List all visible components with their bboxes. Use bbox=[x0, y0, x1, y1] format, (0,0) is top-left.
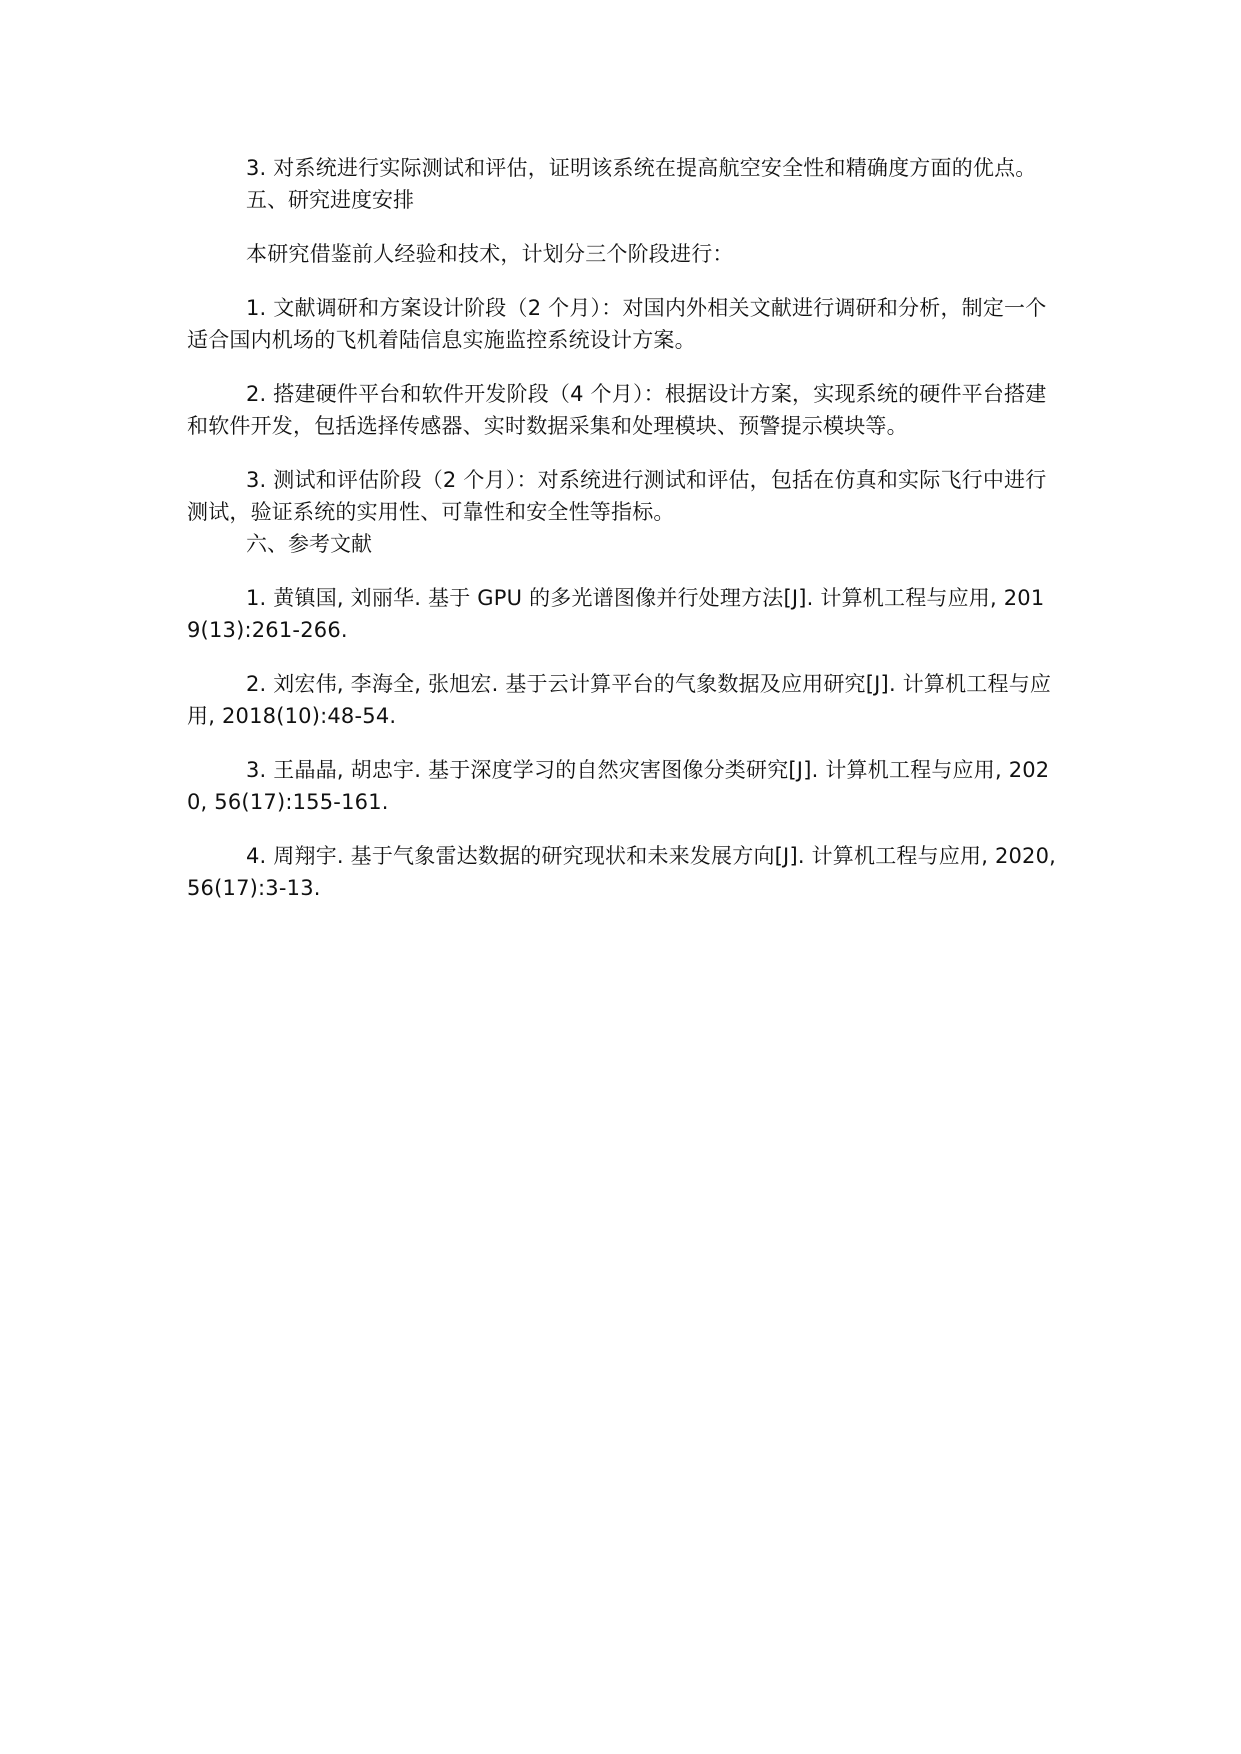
reference-item-4: 4. 周翔宇. 基于气象雷达数据的研究现状和未来发展方向[J]. 计算机工程与应用, 2020, 56(17):3-13. bbox=[187, 844, 1057, 900]
paragraph-item-3-goal: 3. 对系统进行实际测试和评估，证明该系统在提高航空安全性和精确度方面的优点。 bbox=[246, 156, 1037, 180]
section-heading-references: 六、参考文献 bbox=[246, 532, 372, 556]
paragraph-plan-intro: 本研究借鉴前人经验和技术，计划分三个阶段进行： bbox=[246, 242, 734, 266]
paragraph-phase-3: 3. 测试和评估阶段（2 个月）：对系统进行测试和评估，包括在仿真和实际飞行中进行测试，验证系统的实用性、可靠性和安全性等指标。 bbox=[187, 468, 1047, 524]
reference-item-1: 1. 黄镇国, 刘丽华. 基于 GPU 的多光谱图像并行处理方法[J]. 计算机工程与应用, 2019(13):261-266. bbox=[187, 586, 1045, 642]
paragraph-phase-2: 2. 搭建硬件平台和软件开发阶段（4 个月）：根据设计方案，实现系统的硬件平台搭建和软件开发，包括选择传感器、实时数据采集和处理模块、预警提示模块等。 bbox=[187, 382, 1047, 438]
document-body bbox=[187, 152, 1057, 904]
reference-item-3: 3. 王晶晶, 胡忠宇. 基于深度学习的自然灾害图像分类研究[J]. 计算机工程与应用, 2020, 56(17):155-161. bbox=[187, 758, 1050, 814]
section-heading-research-schedule: 五、研究进度安排 bbox=[246, 188, 414, 212]
reference-item-2: 2. 刘宏伟, 李海全, 张旭宏. 基于云计算平台的气象数据及应用研究[J]. 计算机工程与应用, 2018(10):48-54. bbox=[187, 672, 1052, 728]
paragraph-phase-1: 1. 文献调研和方案设计阶段（2 个月）：对国内外相关文献进行调研和分析，制定一个适合国内机场的飞机着陆信息实施监控系统设计方案。 bbox=[187, 296, 1047, 352]
